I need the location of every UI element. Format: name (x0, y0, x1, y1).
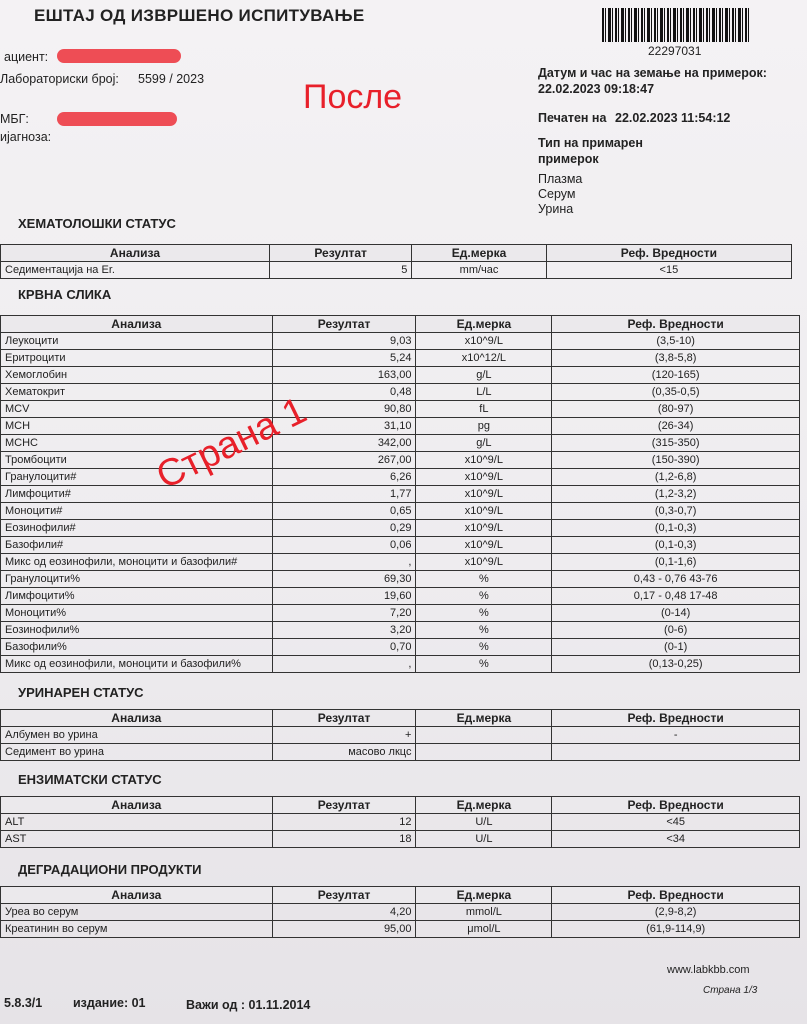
analysis-name: Микс од еозинофили, моноцити и базофили% (1, 656, 273, 673)
unit-value: fL (416, 401, 552, 418)
result-value: 267,00 (272, 452, 416, 469)
column-header-result: Резултат (269, 245, 411, 262)
analysis-name: Еритроцити (1, 350, 273, 367)
table-row (1, 622, 800, 639)
unit-value: x10^9/L (416, 469, 552, 486)
unit-value: x10^9/L (416, 333, 552, 350)
column-header-ref: Реф. Вредности (552, 797, 800, 814)
column-header-result: Резултат (272, 797, 416, 814)
result-value: 90,80 (272, 401, 416, 418)
unit-value: % (416, 571, 552, 588)
ref-value: (0,3-0,7) (552, 503, 800, 520)
result-value: + (272, 727, 416, 744)
section-title-blood: КРВНА СЛИКА (18, 287, 112, 302)
section-title-urine: УРИНАРЕН СТАТУС (18, 685, 144, 700)
footer-website: www.labkbb.com (667, 964, 750, 976)
result-value: 3,20 (272, 622, 416, 639)
analysis-name: Гранулоцити% (1, 571, 273, 588)
sample-type-plasma: Плазма (538, 172, 583, 186)
table-row (1, 333, 800, 350)
analysis-name: Седиментација на Er. (1, 262, 270, 279)
column-header-ref: Реф. Вредности (552, 710, 800, 727)
result-value: 163,00 (272, 367, 416, 384)
report-title: ЕШТАЈ ОД ИЗВРШЕНО ИСПИТУВАЊЕ (34, 6, 365, 25)
unit-value: g/L (416, 367, 552, 384)
footer-doc-code: 5.8.3/1 (4, 996, 43, 1010)
table-row (1, 503, 800, 520)
unit-value: x10^9/L (416, 520, 552, 537)
result-value: 6,26 (272, 469, 416, 486)
unit-value (416, 727, 552, 744)
table-blood (0, 315, 800, 673)
table-row (1, 744, 800, 761)
result-value: 4,20 (272, 904, 416, 921)
footer-edition: издание: 01 (73, 996, 146, 1010)
ref-value: (0-14) (552, 605, 800, 622)
table-row (1, 262, 792, 279)
ref-value: (120-165) (552, 367, 800, 384)
table-header-row (1, 887, 800, 904)
printed-value: 22.02.2023 11:54:12 (615, 111, 731, 125)
ref-value: <34 (552, 831, 800, 848)
column-header-ref: Реф. Вредности (552, 316, 800, 333)
annotation-page: Страна 1 (150, 389, 314, 498)
table-row (1, 367, 800, 384)
ref-value: (315-350) (552, 435, 800, 452)
table-row (1, 452, 800, 469)
column-header-analysis: Анализа (1, 887, 273, 904)
sample-type-serum: Серум (538, 187, 576, 201)
analysis-name: Хематокрит (1, 384, 273, 401)
result-value: 0,29 (272, 520, 416, 537)
ref-value: (0,35-0,5) (552, 384, 800, 401)
ref-value: - (552, 727, 800, 744)
analysis-name: Лимфоцити% (1, 588, 273, 605)
analysis-name: Тромбоцити (1, 452, 273, 469)
column-header-ref: Реф. Вредности (552, 887, 800, 904)
analysis-name: Базофили# (1, 537, 273, 554)
table-row (1, 554, 800, 571)
sample-type-label-2: примерок (538, 152, 599, 166)
mbg-label: МБГ: (0, 112, 29, 126)
analysis-name: Уреа во серум (1, 904, 273, 921)
table-row (1, 921, 800, 938)
result-value: , (272, 656, 416, 673)
analysis-name: AST (1, 831, 273, 848)
column-header-analysis: Анализа (1, 797, 273, 814)
ref-value: (26-34) (552, 418, 800, 435)
ref-value: (0,1-1,6) (552, 554, 800, 571)
table-row (1, 401, 800, 418)
unit-value: % (416, 622, 552, 639)
result-value: 0,48 (272, 384, 416, 401)
result-value: 19,60 (272, 588, 416, 605)
unit-value: g/L (416, 435, 552, 452)
ref-value: (2,9-8,2) (552, 904, 800, 921)
result-value: масово лкцс (272, 744, 416, 761)
analysis-name: MCV (1, 401, 273, 418)
redacted-mbg (57, 112, 177, 126)
table-row (1, 384, 800, 401)
column-header-result: Резултат (272, 710, 416, 727)
result-value: 9,03 (272, 333, 416, 350)
table-row (1, 814, 800, 831)
column-header-analysis: Анализа (1, 316, 273, 333)
ref-value: <45 (552, 814, 800, 831)
unit-value: x10^9/L (416, 554, 552, 571)
table-row (1, 904, 800, 921)
analysis-name: Албумен во урина (1, 727, 273, 744)
ref-value: (0,1-0,3) (552, 537, 800, 554)
printed-label: Печатен на (538, 111, 607, 125)
unit-value: x10^9/L (416, 503, 552, 520)
table-header-row (1, 710, 800, 727)
analysis-name: Еозинофили% (1, 622, 273, 639)
column-header-unit: Ед.мерка (416, 710, 552, 727)
analysis-name: MCH (1, 418, 273, 435)
result-value: 5,24 (272, 350, 416, 367)
result-value: 0,70 (272, 639, 416, 656)
table-row (1, 639, 800, 656)
unit-value: pg (416, 418, 552, 435)
unit-value: x10^9/L (416, 452, 552, 469)
table-row (1, 350, 800, 367)
section-title-hemato: ХЕМАТОЛОШКИ СТАТУС (18, 216, 176, 231)
column-header-unit: Ед.мерка (416, 797, 552, 814)
barcode (602, 8, 749, 42)
analysis-name: Лимфоцити# (1, 486, 273, 503)
table-row (1, 605, 800, 622)
ref-value: (80-97) (552, 401, 800, 418)
redacted-patient-name (57, 49, 181, 63)
analysis-name: Креатинин во серум (1, 921, 273, 938)
analysis-name: Базофили% (1, 639, 273, 656)
footer-valid-from: Важи од : 01.11.2014 (186, 998, 311, 1012)
unit-value: x10^9/L (416, 486, 552, 503)
table-row (1, 520, 800, 537)
unit-value: μmol/L (416, 921, 552, 938)
ref-value: (0-6) (552, 622, 800, 639)
ref-value: (61,9-114,9) (552, 921, 800, 938)
column-header-unit: Ед.мерка (416, 887, 552, 904)
analysis-name: Моноцити% (1, 605, 273, 622)
unit-value: mmol/L (416, 904, 552, 921)
analysis-name: Леукоцити (1, 333, 273, 350)
table-row (1, 537, 800, 554)
sample-type-label-1: Тип на примарен (538, 136, 643, 150)
table-header-row (1, 797, 800, 814)
ref-value: 0,17 - 0,48 17-48 (552, 588, 800, 605)
ref-value: (0-1) (552, 639, 800, 656)
result-value: 7,20 (272, 605, 416, 622)
unit-value: % (416, 588, 552, 605)
result-value: 342,00 (272, 435, 416, 452)
ref-value: (0,1-0,3) (552, 520, 800, 537)
table-row (1, 656, 800, 673)
table-row (1, 435, 800, 452)
unit-value: U/L (416, 831, 552, 848)
table-row (1, 486, 800, 503)
unit-value (416, 744, 552, 761)
analysis-name: Седимент во урина (1, 744, 273, 761)
analysis-name: Моноцити# (1, 503, 273, 520)
result-value: 5 (269, 262, 411, 279)
column-header-result: Резултат (272, 887, 416, 904)
column-header-analysis: Анализа (1, 245, 270, 262)
unit-value: U/L (416, 814, 552, 831)
analysis-name: Хемоглобин (1, 367, 273, 384)
lab-number-label: Лабораториски број: (0, 72, 119, 86)
table-enzyme (0, 796, 800, 848)
footer-page-number: Страна 1/3 (703, 985, 758, 996)
unit-value: L/L (416, 384, 552, 401)
barcode-number: 22297031 (648, 44, 702, 58)
table-row (1, 588, 800, 605)
received-value: 22.02.2023 09:18:47 (538, 82, 655, 96)
result-value: 18 (272, 831, 416, 848)
result-value: 69,30 (272, 571, 416, 588)
diagnosis-label: ијагноза: (0, 130, 52, 144)
received-label: Датум и час на земање на примерок: (538, 66, 767, 80)
table-row (1, 727, 800, 744)
ref-value: <15 (546, 262, 791, 279)
result-value: , (272, 554, 416, 571)
column-header-unit: Ед.мерка (416, 316, 552, 333)
table-urine (0, 709, 800, 761)
ref-value: 0,43 - 0,76 43-76 (552, 571, 800, 588)
column-header-ref: Реф. Вредности (546, 245, 791, 262)
column-header-analysis: Анализа (1, 710, 273, 727)
result-value: 0,06 (272, 537, 416, 554)
result-value: 31,10 (272, 418, 416, 435)
column-header-unit: Ед.мерка (412, 245, 546, 262)
table-hemato (0, 244, 792, 279)
ref-value (552, 744, 800, 761)
ref-value: (1,2-3,2) (552, 486, 800, 503)
ref-value: (0,13-0,25) (552, 656, 800, 673)
table-header-row (1, 245, 792, 262)
ref-value: (3,5-10) (552, 333, 800, 350)
patient-label: ациент: (4, 50, 49, 64)
table-row (1, 469, 800, 486)
unit-value: % (416, 605, 552, 622)
sample-type-urine: Урина (538, 202, 574, 216)
table-row (1, 831, 800, 848)
analysis-name: Микс од еозинофили, моноцити и базофили# (1, 554, 273, 571)
result-value: 95,00 (272, 921, 416, 938)
analysis-name: ALT (1, 814, 273, 831)
table-header-row (1, 316, 800, 333)
annotation-after: После (303, 78, 403, 116)
ref-value: (1,2-6,8) (552, 469, 800, 486)
analysis-name: MCHC (1, 435, 273, 452)
ref-value: (150-390) (552, 452, 800, 469)
unit-value: mm/час (412, 262, 546, 279)
unit-value: % (416, 656, 552, 673)
lab-number: 5599 / 2023 (138, 72, 205, 86)
table-row (1, 418, 800, 435)
unit-value: % (416, 639, 552, 656)
section-title-degr: ДЕГРАДАЦИОНИ ПРОДУКТИ (18, 862, 202, 877)
unit-value: x10^12/L (416, 350, 552, 367)
result-value: 12 (272, 814, 416, 831)
analysis-name: Еозинофили# (1, 520, 273, 537)
table-row (1, 571, 800, 588)
unit-value: x10^9/L (416, 537, 552, 554)
table-degr (0, 886, 800, 938)
section-title-enzyme: ЕНЗИМАТСКИ СТАТУС (18, 772, 162, 787)
result-value: 0,65 (272, 503, 416, 520)
analysis-name: Гранулоцити# (1, 469, 273, 486)
column-header-result: Резултат (272, 316, 416, 333)
result-value: 1,77 (272, 486, 416, 503)
ref-value: (3,8-5,8) (552, 350, 800, 367)
